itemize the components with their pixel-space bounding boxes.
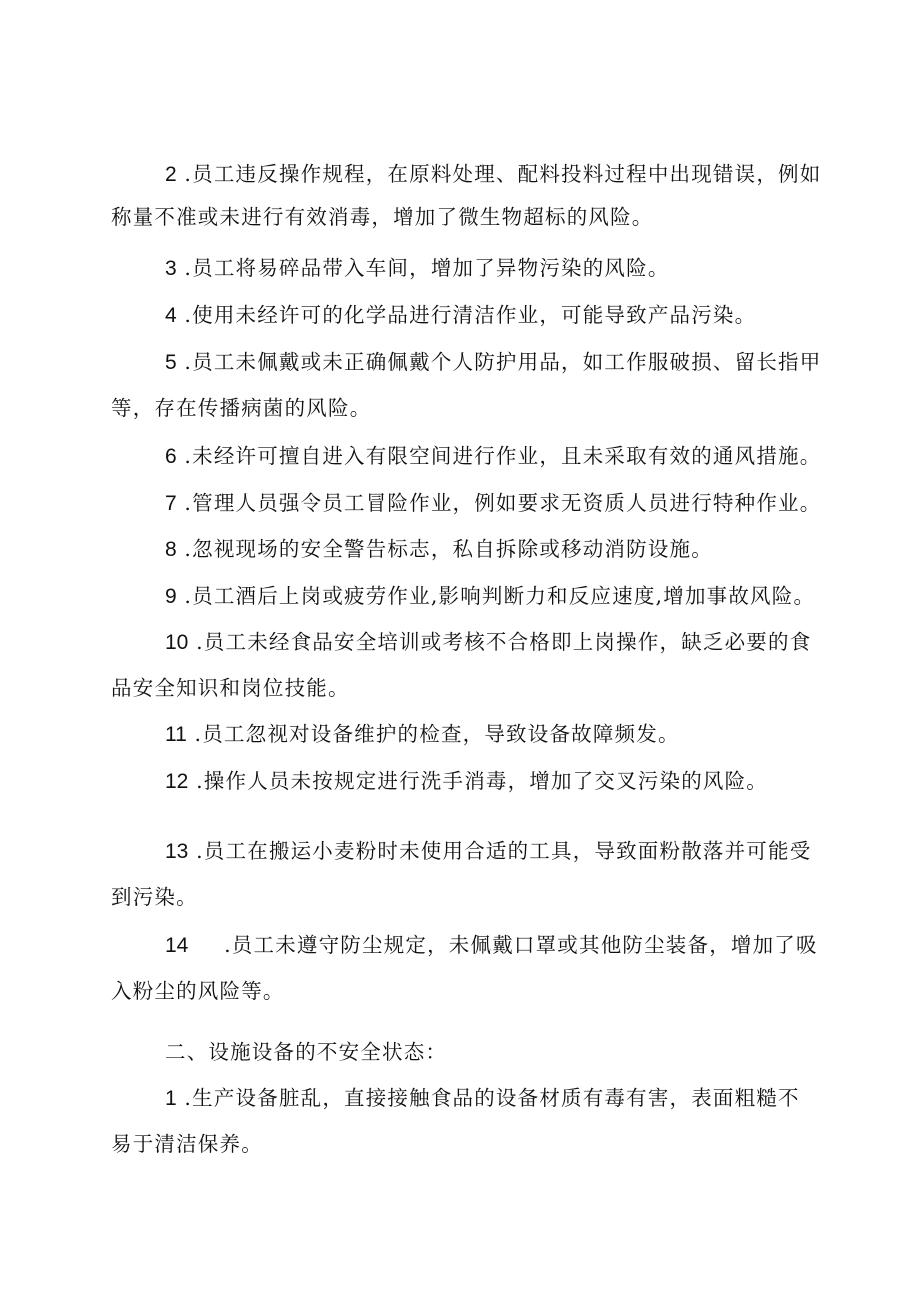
section-heading: 二、设施设备的不安全状态： — [165, 1040, 448, 1064]
item-text: .忽视现场的安全警告标志，私自拆除或移动消防设施。 — [176, 537, 713, 561]
list-item-14-continuation: 入粉尘的风险等。 — [111, 979, 285, 1003]
item-number: 3 — [165, 257, 177, 280]
item-number: 14 — [165, 934, 189, 957]
item-text: .员工忽视对设备维护的检查，导致设备故障频发。 — [186, 722, 680, 746]
item-number: 13 — [165, 840, 189, 863]
item-number: 1 — [165, 1087, 177, 1110]
list-item-2 — [165, 161, 821, 188]
item-text: .操作人员未按规定进行洗手消毒，增加了交叉污染的风险。 — [188, 769, 768, 793]
item-text: .未经许可擅自进入有限空间进行作业，且未采取有效的通风措施。 — [176, 444, 822, 468]
item-number: 11 — [165, 723, 187, 746]
item-text: .使用未经许可的化学品进行清洁作业，可能导致产品污染。 — [176, 303, 757, 327]
item-text: .员工酒后上岗或疲劳作业,影响判断力和反应速度,增加事故风险。 — [176, 584, 816, 608]
item-text: .员工未经食品安全培训或考核不合格即上岗操作，缺乏必要的食 — [188, 630, 812, 654]
item-number: 12 — [165, 770, 189, 793]
item-number: 8 — [165, 538, 177, 561]
list-item-4 — [165, 302, 756, 329]
item-text: .管理人员强令员工冒险作业，例如要求无资质人员进行特种作业。 — [176, 491, 822, 515]
list-item-5-continuation: 等，存在传播病菌的风险。 — [111, 396, 372, 420]
list-item-3 — [165, 255, 670, 282]
list-item-7 — [165, 490, 821, 517]
item-text: .员工将易碎品带入车间，增加了异物污染的风险。 — [176, 256, 670, 280]
item-text: .员工未佩戴或未正确佩戴个人防护用品，如工作服破损、留长指甲 — [176, 350, 822, 374]
list-item-10-continuation: 品安全知识和岗位技能。 — [111, 676, 350, 700]
list-item-8 — [165, 536, 713, 563]
item-number: 10 — [165, 631, 189, 654]
list-item-11 — [165, 721, 680, 748]
item-text: .生产设备脏乱，直接接触食品的设备材质有毒有害，表面粗糙不 — [176, 1086, 800, 1110]
section-list-item-1 — [165, 1085, 800, 1112]
item-number: 4 — [165, 304, 177, 327]
list-item-5 — [165, 349, 821, 376]
list-item-10 — [165, 629, 811, 656]
list-item-9 — [165, 583, 815, 610]
item-text: .员工违反操作规程，在原料处理、配料投料过程中出现错误，例如 — [176, 162, 822, 186]
section-list-item-1-continuation: 易于清洁保养。 — [111, 1132, 263, 1156]
item-number: 2 — [165, 163, 177, 186]
item-number: 9 — [165, 585, 177, 608]
list-item-2-continuation: 称量不准或未进行有效消毒，增加了微生物超标的风险。 — [111, 205, 654, 229]
list-item-6 — [165, 443, 821, 470]
list-item-12 — [165, 768, 768, 795]
item-number: 7 — [165, 492, 177, 515]
list-item-14 — [165, 932, 818, 959]
item-text: .员工未遵守防尘规定，未佩戴口罩或其他防尘装备，增加了吸 — [216, 933, 818, 957]
list-item-13-continuation: 到污染。 — [111, 885, 198, 909]
item-number: 6 — [165, 445, 177, 468]
item-text: .员工在搬运小麦粉时未使用合适的工具，导致面粉散落并可能受 — [188, 839, 812, 863]
list-item-13 — [165, 838, 811, 865]
item-number: 5 — [165, 351, 177, 374]
